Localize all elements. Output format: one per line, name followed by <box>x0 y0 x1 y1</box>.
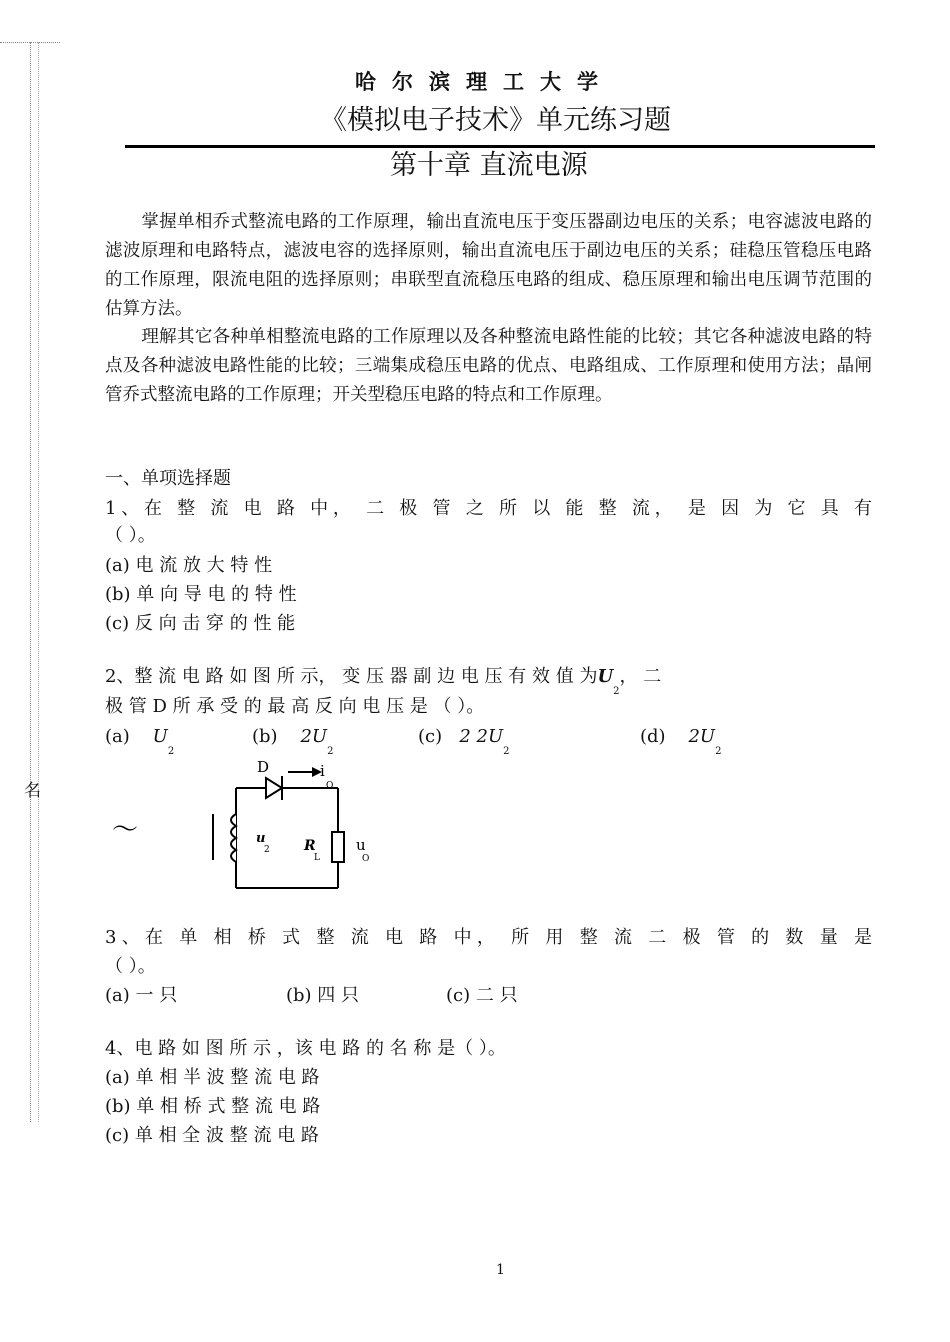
q4-stem: 4、电 路 如 图 所 示 ，该 电 路 的 名 称 是（ ）。 <box>105 1038 506 1059</box>
winding-sub: 2 <box>264 845 270 855</box>
binding-margin-line-inner <box>38 42 40 1122</box>
intro-paragraph-1: 掌握单相乔式整流电路的工作原理，输出直流电压于变压器副边电压的关系；电容滤波电路的滤波原理和电路特点，滤波电容的选择原则，输出直流电压于副边电压的关系；硅稳压管稳压电路的工作原理，限流电阻的选择原则；串联型直流稳压电路的组成、稳压原理和输出电压调节范围的估算方法。 <box>105 212 872 319</box>
intro-paragraph-2: 理解其它各种单相整流电路的工作原理以及各种整流电路性能的比较；其它各种滤波电路的特点及各种滤波电路性能的比较；三端集成稳压电路的优点、电路组成、工作原理和使用方法；晶闸管乔式整流电路的工作原理；开关型稳压电路的特点和工作原理。 <box>105 327 872 405</box>
load-resistor-icon <box>332 832 344 862</box>
q3-option-c: (c) 二 只 <box>446 985 518 1006</box>
output-label: u <box>356 836 366 854</box>
chapter-title: 第十章 直流电源 <box>390 150 588 181</box>
resistor-label: R <box>304 838 316 854</box>
q3-option-b: (b) 四 只 <box>286 985 360 1006</box>
margin-name-char: 名 <box>24 781 41 801</box>
diode-label: D <box>257 758 270 776</box>
q1-option-a: (a) 电 流 放 大 特 性 <box>105 555 273 576</box>
q3-blank: （ ）。 <box>105 956 156 977</box>
transformer-winding-icon <box>231 814 236 862</box>
q2-option-c: (c) 2 $2U_2$ <box>418 726 510 757</box>
resistor-sub: L <box>314 853 320 863</box>
q4-option-a: (a) 单 相 半 波 整 流 电 路 <box>105 1067 320 1088</box>
page-number: 1 <box>496 1262 505 1278</box>
university-name: 哈尔滨理工大学 <box>355 69 614 94</box>
q4-option-b: (b) 单 相 桥 式 整 流 电 路 <box>105 1096 321 1117</box>
q3-stem: 3、在 单 相 桥 式 整 流 电 路 中， 所 用 整 流 二 极 管 的 数 量 是 <box>105 927 872 948</box>
q1-option-c: (c) 反 向 击 穿 的 性 能 <box>105 613 296 634</box>
q2-rectifier-circuit <box>100 752 400 897</box>
q2-option-b: (b) $2U_2$ <box>252 726 334 757</box>
section-title: 一、单项选择题 <box>105 468 231 489</box>
current-sub: O <box>326 781 334 791</box>
ac-source-symbol: ～ <box>112 815 139 845</box>
q3-option-a: (a) 一 只 <box>105 985 178 1006</box>
q4-option-c: (c) 单 相 全 波 整 流 电 路 <box>105 1125 319 1146</box>
q1-blank: （ ）。 <box>105 525 156 546</box>
q1-option-b: (b) 单 向 导 电 的 特 性 <box>105 584 297 605</box>
current-label: i <box>320 762 325 780</box>
diode-icon <box>266 778 282 798</box>
q1-stem: 1、在 整 流 电 路 中， 二 极 管 之 所 以 能 整 流， 是 因 为 它 具 有 <box>105 498 872 519</box>
q2-stem: 2、整 流 电 路 如 图 所 示， 变 压 器 副 边 电 压 有 效 值 为$U_2$， 二 <box>105 666 662 697</box>
q2-stem-line2: 极 管 D 所 承 受 的 最 高 反 向 电 压 是 （ ）。 <box>105 696 485 717</box>
q2-option-d: (d) $2U_2$ <box>640 726 722 757</box>
binding-margin-line <box>30 42 32 1122</box>
output-sub: O <box>362 854 370 864</box>
winding-label: u <box>256 831 266 846</box>
course-title: 《模拟电子技术》单元练习题 <box>320 105 671 136</box>
q2-option-a: (a) $U_2$ <box>105 726 175 757</box>
